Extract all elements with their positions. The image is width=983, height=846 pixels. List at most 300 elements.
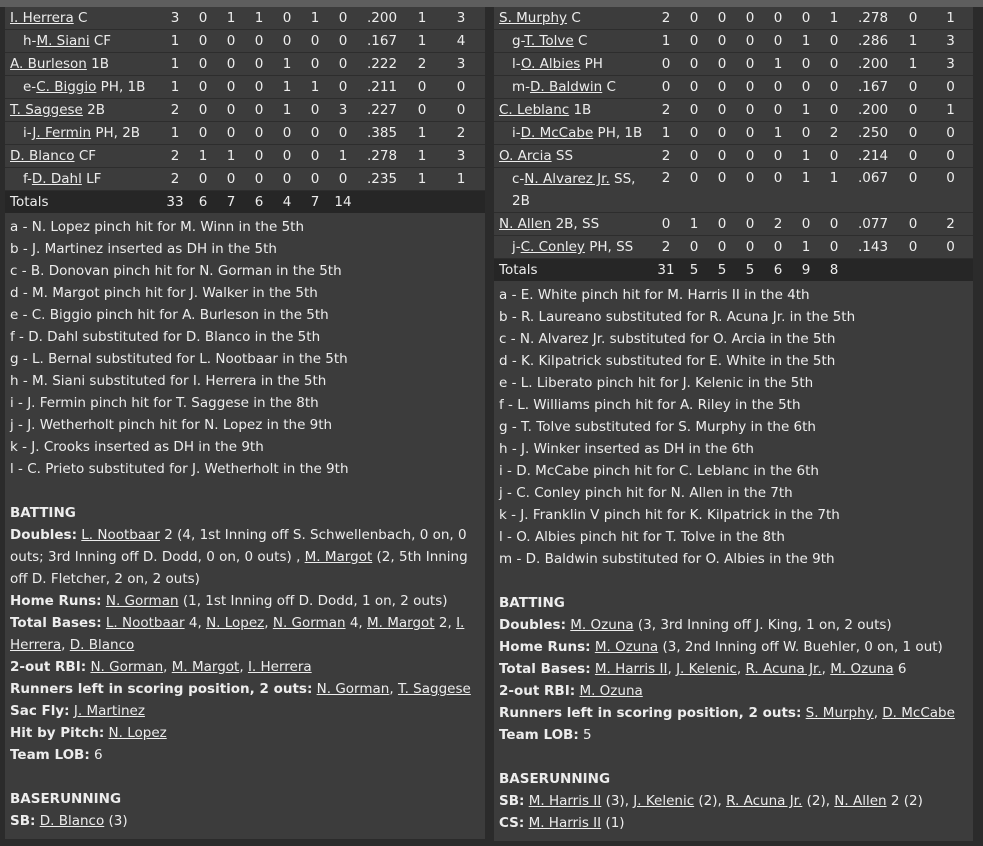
batting-section-title: BATTING [10, 505, 76, 521]
sub-letter: e- [23, 79, 37, 95]
totals-stat: 8 [820, 259, 848, 282]
stat-cell: 0 [736, 53, 764, 76]
stat-text: , [667, 661, 677, 677]
stat-cell: 0 [736, 30, 764, 53]
stat-cell: 2 [652, 168, 680, 213]
stat-cell: 0 [329, 122, 357, 145]
stat-cell: 0 [736, 213, 764, 236]
player-link[interactable]: A. Burleson [10, 56, 87, 72]
stat-cell: .200 [357, 7, 407, 30]
stat-text: , [821, 661, 831, 677]
stat-cell: 1 [407, 168, 437, 191]
substitution-note: j - J. Wetherholt pinch hit for N. Lopez in the 9th [10, 417, 333, 433]
batting-line [10, 700, 480, 722]
player-cell [494, 99, 652, 122]
stat-cell: 0 [764, 168, 792, 213]
stat-text: , [264, 615, 273, 631]
stat-cell: 0 [680, 76, 708, 99]
stat-text: 6 [893, 661, 907, 677]
substitution-notes [5, 213, 485, 832]
player-link[interactable]: N. Lopez [108, 725, 167, 741]
stat-label: Total Bases: [10, 615, 102, 631]
player-row[interactable] [5, 30, 485, 53]
player-link[interactable]: D. Baldwin [530, 79, 603, 95]
stat-cell: 0 [189, 76, 217, 99]
sub-letter: h- [23, 33, 37, 49]
player-cell [5, 122, 161, 145]
stat-cell: 1 [792, 236, 820, 259]
stat-text: (2), [694, 793, 727, 809]
player-cell [5, 7, 161, 30]
totals-stat: 33 [161, 191, 189, 214]
stat-cell: .211 [357, 76, 407, 99]
stat-label: Doubles: [10, 527, 77, 543]
stat-cell: 1 [407, 7, 437, 30]
batting-line [10, 678, 480, 700]
stat-text: (3, 3rd Inning off J. King, 1 on, 2 outs) [633, 617, 892, 633]
player-link[interactable]: M. Siani [36, 33, 90, 49]
player-link[interactable]: M. Harris II [528, 815, 602, 831]
stat-cell: 0 [189, 53, 217, 76]
player-cell [494, 7, 652, 30]
stat-label: SB: [499, 793, 525, 809]
player-link[interactable]: N. Allen [499, 216, 552, 232]
stat-text: 2, [434, 615, 457, 631]
player-cell [494, 53, 652, 76]
stat-cell: 1 [820, 7, 848, 30]
stat-cell: 0 [708, 168, 736, 213]
stat-cell: 1 [161, 122, 189, 145]
stat-cell: 0 [792, 122, 820, 145]
stat-cell: 0 [736, 122, 764, 145]
player-row[interactable] [5, 145, 485, 168]
stat-cell: 1 [273, 53, 301, 76]
substitution-note: b - R. Laureano substituted for R. Acuna Jr. in the 5th [499, 309, 856, 325]
stat-text: 4, [345, 615, 368, 631]
player-cell [494, 236, 652, 259]
player-cell [5, 168, 161, 191]
stat-cell: .214 [848, 145, 898, 168]
sub-letter: f- [23, 171, 32, 187]
stat-cell: 3 [329, 99, 357, 122]
stat-label: Runners left in scoring position, 2 outs: [499, 705, 802, 721]
player-link[interactable]: C. Biggio [36, 79, 97, 95]
stat-cell: 0 [708, 213, 736, 236]
stat-cell: 0 [245, 122, 273, 145]
stat-cell: 0 [245, 99, 273, 122]
stat-cell: 0 [764, 76, 792, 99]
player-link[interactable]: N. Gorman [105, 593, 179, 609]
stat-cell: 1 [764, 53, 792, 76]
player-row[interactable] [5, 7, 485, 30]
substitution-note: g - T. Tolve substituted for S. Murphy in the 6th [499, 419, 816, 435]
batting-details [10, 524, 480, 766]
player-link[interactable]: M. Ozuna [594, 639, 659, 655]
batting-line [10, 524, 480, 590]
stat-cell: 0 [792, 76, 820, 99]
player-link[interactable]: S. Murphy [805, 705, 874, 721]
stat-cell: 1 [161, 30, 189, 53]
player-link[interactable]: D. Blanco [10, 148, 75, 164]
batting-line [10, 722, 480, 744]
stat-cell: 0 [680, 122, 708, 145]
stat-cell: 0 [217, 53, 245, 76]
player-cell [5, 30, 161, 53]
stat-cell: 0 [708, 30, 736, 53]
player-position: C [606, 79, 616, 95]
player-link[interactable]: J. Martinez [73, 703, 145, 719]
stat-cell: 0 [680, 7, 708, 30]
stat-text: (3) [104, 813, 128, 829]
batting-section-title: BATTING [499, 595, 565, 611]
substitution-note: f - L. Williams pinch hit for A. Riley in the 5th [499, 397, 801, 413]
stat-cell: 0 [680, 53, 708, 76]
player-row[interactable] [494, 236, 973, 259]
player-link[interactable]: D. McCabe [882, 705, 955, 721]
stat-cell: 0 [898, 145, 928, 168]
stat-cell: 3 [437, 7, 485, 30]
player-cell [494, 122, 652, 145]
stat-label: Runners left in scoring position, 2 outs: [10, 681, 313, 697]
stat-label: 2-out RBI: [10, 659, 87, 675]
stat-cell: 1 [273, 76, 301, 99]
stat-cell: 0 [928, 145, 973, 168]
stat-cell: 1 [764, 122, 792, 145]
stat-cell: 0 [217, 30, 245, 53]
stat-cell: 0 [301, 53, 329, 76]
stat-cell: 0 [708, 145, 736, 168]
stat-cell: 0 [407, 76, 437, 99]
stat-cell: 0 [820, 76, 848, 99]
stat-cell: .200 [848, 99, 898, 122]
stat-cell: 0 [273, 145, 301, 168]
totals-stat: 5 [680, 259, 708, 282]
batting-line [10, 744, 480, 766]
stat-cell: 0 [217, 76, 245, 99]
stat-text: 2 (2) [886, 793, 923, 809]
stat-cell: 0 [708, 53, 736, 76]
batting-line [499, 680, 968, 702]
batting-line [499, 636, 968, 658]
player-row[interactable] [5, 76, 485, 99]
stat-cell: 2 [652, 99, 680, 122]
stat-text: (2, 5th Inning off D. Fletcher, 2 on, 2 outs) [10, 549, 468, 587]
player-link[interactable]: D. Blanco [69, 637, 135, 653]
stat-cell: 1 [217, 7, 245, 30]
player-link[interactable]: N. Gorman [272, 615, 346, 631]
baserunning-details [10, 810, 480, 832]
stat-cell: 2 [161, 145, 189, 168]
player-link[interactable]: I. Herrera [10, 10, 74, 26]
player-link[interactable]: M. Margot [304, 549, 373, 565]
stat-cell: 0 [736, 7, 764, 30]
substitution-note: k - J. Franklin V pinch hit for K. Kilpatrick in the 7th [499, 507, 840, 523]
stat-cell: 1 [928, 7, 973, 30]
substitution-note: l - C. Prieto substituted for J. Wetherholt in the 9th [10, 461, 349, 477]
batting-line [499, 724, 968, 746]
totals-stat: 6 [189, 191, 217, 214]
stat-cell: 0 [736, 168, 764, 213]
player-link[interactable]: N. Lopez [206, 615, 265, 631]
stat-label: Doubles: [499, 617, 566, 633]
stat-cell: 1 [437, 168, 485, 191]
stat-cell: 1 [161, 76, 189, 99]
stat-cell: 0 [736, 99, 764, 122]
player-row[interactable] [5, 168, 485, 191]
stat-cell: 0 [820, 145, 848, 168]
stat-cell: 0 [898, 236, 928, 259]
player-link[interactable]: M. Ozuna [579, 683, 643, 699]
player-link[interactable]: I. Herrera [10, 615, 465, 653]
top-bar [0, 0, 983, 7]
totals-stat: 9 [792, 259, 820, 282]
stat-cell: 0 [680, 30, 708, 53]
player-position: CF [93, 33, 112, 49]
player-link[interactable]: I. Herrera [247, 659, 312, 675]
player-position: PH, 1B [100, 79, 146, 95]
stat-cell: 0 [928, 76, 973, 99]
stat-cell: 2 [928, 213, 973, 236]
stat-cell: 0 [764, 99, 792, 122]
stat-cell: 0 [764, 30, 792, 53]
stat-cell: 2 [652, 7, 680, 30]
player-link[interactable]: N. Gorman [90, 659, 164, 675]
stat-text: (2), [802, 793, 835, 809]
stat-cell: 2 [437, 122, 485, 145]
player-row[interactable] [494, 30, 973, 53]
stat-cell: 0 [245, 76, 273, 99]
player-position: 1B [91, 56, 110, 72]
batting-line [499, 702, 968, 724]
stat-cell: 0 [652, 76, 680, 99]
batting-table-body [494, 7, 973, 281]
player-link[interactable]: M. Harris II [594, 661, 668, 677]
player-row[interactable] [5, 122, 485, 145]
substitution-note: i - J. Fermin pinch hit for T. Saggese in the 8th [10, 395, 319, 411]
stat-cell: 0 [820, 99, 848, 122]
player-link[interactable]: C. Leblanc [499, 102, 570, 118]
totals-row [5, 191, 485, 214]
stat-cell: 0 [898, 213, 928, 236]
stat-cell: 0 [898, 76, 928, 99]
stat-cell: 0 [820, 213, 848, 236]
stat-cell: .286 [848, 30, 898, 53]
stat-cell: 0 [764, 145, 792, 168]
totals-empty [437, 191, 485, 214]
stat-cell: .200 [848, 53, 898, 76]
stat-cell: 0 [245, 30, 273, 53]
stat-cell: 1 [820, 168, 848, 213]
stat-cell: 2 [764, 213, 792, 236]
stat-cell: 1 [161, 53, 189, 76]
stat-label: 2-out RBI: [499, 683, 576, 699]
player-row[interactable] [494, 76, 973, 99]
substitution-note: m - D. Baldwin substituted for O. Albies in the 9th [499, 551, 835, 567]
substitution-note: l - O. Albies pinch hit for T. Tolve in the 8th [499, 529, 785, 545]
player-row[interactable] [494, 168, 973, 213]
sub-letter: j- [512, 239, 521, 255]
sub-letter: g- [512, 33, 525, 49]
player-link[interactable]: T. Saggese [397, 681, 471, 697]
player-link[interactable]: J. Kelenic [633, 793, 695, 809]
totals-stat: 5 [708, 259, 736, 282]
substitution-note: d - K. Kilpatrick substituted for E. White in the 5th [499, 353, 836, 369]
stat-text: 2 (4, 1st Inning off S. Schwellenbach, 0 on, 0 outs; 3rd Inning off D. Dodd, 0 on, 0 outs) , [10, 527, 467, 565]
player-link[interactable]: M. Harris II [528, 793, 602, 809]
player-link[interactable]: M. Ozuna [830, 661, 894, 677]
totals-stat: 4 [273, 191, 301, 214]
totals-row [494, 259, 973, 282]
stat-text: 5 [578, 727, 592, 743]
sub-letter: i- [512, 125, 521, 141]
stat-cell: 0 [708, 122, 736, 145]
player-row[interactable] [5, 53, 485, 76]
stat-cell: 3 [437, 53, 485, 76]
stat-cell: 0 [820, 53, 848, 76]
player-link[interactable]: D. Dahl [31, 171, 82, 187]
batting-details [499, 614, 968, 746]
player-link[interactable]: C. Conley [520, 239, 585, 255]
stat-cell: 0 [680, 168, 708, 213]
player-row[interactable] [494, 99, 973, 122]
stat-cell: 0 [736, 76, 764, 99]
substitution-note: e - C. Biggio pinch hit for A. Burleson in the 5th [10, 307, 329, 323]
player-link[interactable]: T. Tolve [524, 33, 574, 49]
stat-cell: 0 [437, 99, 485, 122]
stat-cell: 0 [301, 168, 329, 191]
substitution-note: b - J. Martinez inserted as DH in the 5th [10, 241, 277, 257]
player-link[interactable]: N. Gorman [316, 681, 390, 697]
player-link[interactable]: R. Acuna Jr. [745, 661, 822, 677]
stat-cell: 0 [928, 122, 973, 145]
player-link[interactable]: S. Murphy [499, 10, 568, 26]
stat-cell: .067 [848, 168, 898, 213]
player-link[interactable]: L. Nootbaar [105, 615, 185, 631]
stat-cell: 2 [652, 145, 680, 168]
player-link[interactable]: L. Nootbaar [81, 527, 160, 543]
totals-empty [848, 259, 898, 282]
notes-list [499, 284, 968, 570]
stat-cell: 0 [680, 145, 708, 168]
stat-cell: 0 [329, 7, 357, 30]
player-position: PH, 2B [95, 125, 141, 141]
stat-cell: .167 [848, 76, 898, 99]
substitution-notes [494, 281, 973, 834]
stat-label: CS: [499, 815, 525, 831]
stat-cell: 1 [301, 7, 329, 30]
stat-cell: .143 [848, 236, 898, 259]
player-link[interactable]: R. Acuna Jr. [726, 793, 803, 809]
player-link[interactable]: M. Ozuna [570, 617, 634, 633]
player-link[interactable]: O. Albies [521, 56, 581, 72]
totals-empty [407, 191, 437, 214]
stat-cell: 1 [407, 30, 437, 53]
stat-cell: 0 [329, 53, 357, 76]
player-row[interactable] [494, 7, 973, 30]
stat-cell: 3 [928, 53, 973, 76]
batting-line [499, 614, 968, 636]
substitution-note: c - N. Alvarez Jr. substituted for O. Arcia in the 5th [499, 331, 836, 347]
player-link[interactable]: N. Allen [834, 793, 887, 809]
substitution-note: a - E. White pinch hit for M. Harris II in the 4th [499, 287, 810, 303]
player-position: SS, 2B [512, 171, 636, 209]
player-cell [494, 213, 652, 236]
player-link[interactable]: T. Saggese [10, 102, 83, 118]
stat-label: Sac Fly: [10, 703, 70, 719]
stat-label: Team LOB: [10, 747, 90, 763]
stat-cell: .077 [848, 213, 898, 236]
substitution-note: h - M. Siani substituted for I. Herrera in the 5th [10, 373, 327, 389]
stat-cell: 0 [189, 99, 217, 122]
player-link[interactable]: O. Arcia [499, 148, 552, 164]
player-row[interactable] [494, 213, 973, 236]
baserunning-line [499, 812, 968, 834]
stat-cell: 0 [764, 236, 792, 259]
player-link[interactable]: D. McCabe [520, 125, 594, 141]
player-row[interactable] [494, 122, 973, 145]
player-cell [5, 53, 161, 76]
substitution-note: e - L. Liberato pinch hit for J. Kelenic in the 5th [499, 375, 814, 391]
stat-cell: 2 [820, 122, 848, 145]
player-link[interactable]: M. Margot [171, 659, 240, 675]
home-box-score-panel [494, 7, 973, 841]
player-row[interactable] [494, 53, 973, 76]
totals-stat: 5 [736, 259, 764, 282]
stat-cell: 0 [708, 99, 736, 122]
stat-cell: 0 [708, 236, 736, 259]
stat-cell: 0 [680, 99, 708, 122]
stat-text: 6 [89, 747, 103, 763]
stat-cell: 0 [329, 30, 357, 53]
stat-cell: 2 [161, 99, 189, 122]
stat-cell: 0 [928, 236, 973, 259]
player-link[interactable]: J. Kelenic [676, 661, 737, 677]
sub-letter: m- [512, 79, 531, 95]
stat-cell: 0 [273, 168, 301, 191]
stat-cell: 1 [273, 99, 301, 122]
batting-line [499, 658, 968, 680]
baserunning-section-title: BASERUNNING [499, 771, 611, 787]
totals-stat: 6 [764, 259, 792, 282]
stat-text: , [163, 659, 172, 675]
stat-cell: 0 [792, 7, 820, 30]
stat-cell: 0 [273, 30, 301, 53]
totals-stat: 7 [301, 191, 329, 214]
player-position: 2B [87, 102, 106, 118]
stat-cell: 0 [792, 213, 820, 236]
substitution-note: a - N. Lopez pinch hit for M. Winn in the 5th [10, 219, 305, 235]
substitution-note: i - D. McCabe pinch hit for C. Leblanc in the 6th [499, 463, 819, 479]
player-position: C [578, 33, 588, 49]
player-link[interactable]: N. Alvarez Jr. [524, 171, 610, 187]
stat-label: Home Runs: [10, 593, 102, 609]
stat-cell: 0 [708, 7, 736, 30]
player-row[interactable] [494, 145, 973, 168]
player-link[interactable]: M. Margot [367, 615, 435, 631]
player-row[interactable] [5, 99, 485, 122]
player-link[interactable]: J. Fermin [32, 125, 92, 141]
stat-cell: 0 [245, 145, 273, 168]
player-position: C [571, 10, 581, 26]
substitution-note: h - J. Winker inserted as DH in the 6th [499, 441, 754, 457]
stat-cell: 1 [652, 122, 680, 145]
substitution-note: k - J. Crooks inserted as DH in the 9th [10, 439, 264, 455]
stat-cell: 1 [792, 99, 820, 122]
player-link[interactable]: D. Blanco [39, 813, 105, 829]
stat-cell: .235 [357, 168, 407, 191]
stat-cell: 0 [898, 122, 928, 145]
stat-cell: 0 [652, 213, 680, 236]
